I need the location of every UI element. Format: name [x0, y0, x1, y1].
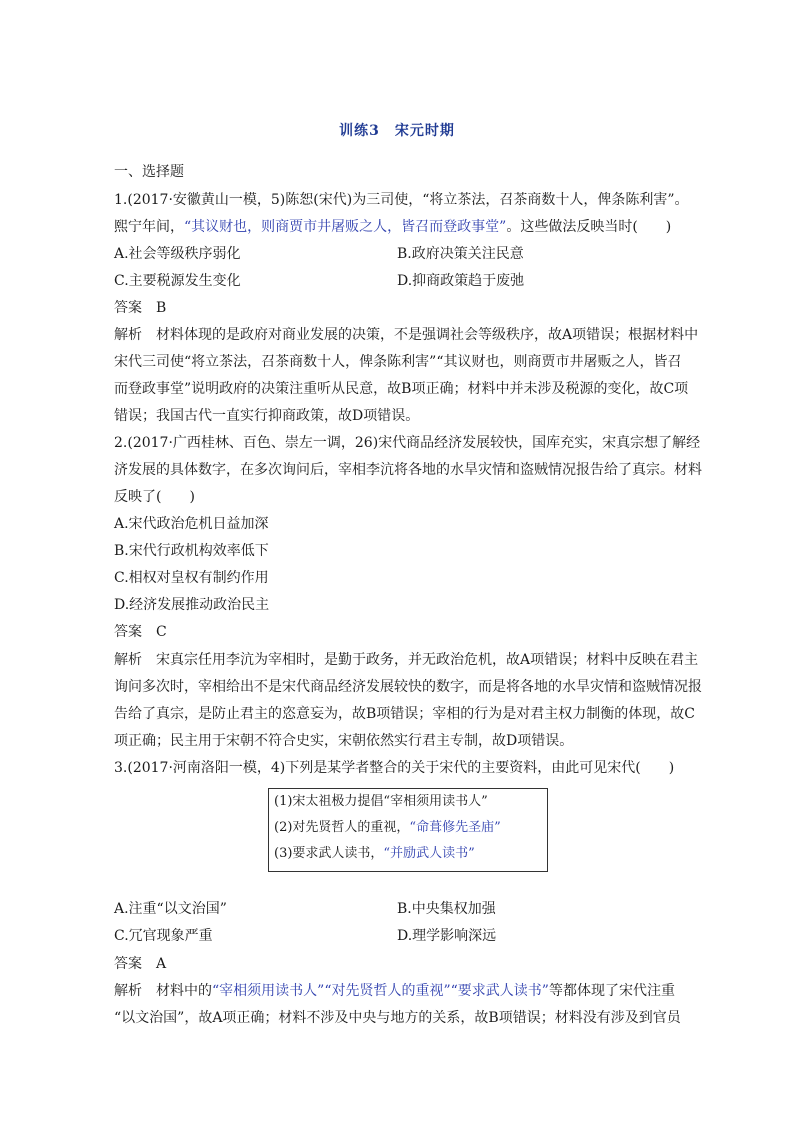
section-heading: 一、选择题 [114, 164, 184, 180]
q2-option-c: C.相权对皇权有制约作用 [114, 570, 269, 586]
q2-stem-line-1: 2.(2017·广西桂林、百色、崇左一调，26)宋代商品经济发展较快，国库充实，宋真宗想了解经 [114, 435, 701, 451]
q3-option-c: C.冗官现象严重 [114, 928, 213, 944]
q1-quote: “其议财也，则商贾市井屠贩之人，皆召而登政事堂” [184, 219, 507, 235]
q1-explanation-line-2: 宋代三司使“将立茶法，召茶商数十人，俾条陈利害”“其议财也，则商贾市井屠贩之人，皆召 [114, 354, 682, 370]
q3-material-item-1 [274, 793, 488, 811]
q2-stem-line-3: 反映了( ) [114, 489, 195, 505]
q1-stem-line-2 [114, 217, 671, 237]
q3-answer: 答案 A [114, 956, 167, 972]
q3-material-item-2 [274, 819, 501, 837]
q3-explanation-quote: “宰相须用读书人”“对先贤哲人的重视”“要求武人读书” [212, 983, 549, 999]
q3-option-d: D.理学影响深远 [397, 928, 497, 944]
q3-explanation-tail: 等都体现了宋代注重 [548, 983, 675, 999]
q2-explanation-line-4: 项正确；民主用于宋朝不符合史实，宋朝依然实行君主专制，故D项错误。 [114, 733, 574, 749]
q2-option-b: B.宋代行政机构效率低下 [114, 543, 269, 559]
q2-answer: 答案 C [114, 624, 167, 640]
q3-material-quote: “并励武人读书” [383, 846, 475, 861]
q2-explanation-line-3: 告给了真宗，是防止君主的恣意妄为，故B项错误；宰相的行为是对君主权力制衡的体现，故C [114, 706, 695, 722]
q3-material-text: (1)宋太祖极力提倡 [274, 794, 384, 809]
q1-answer: 答案 B [114, 300, 167, 316]
q2-explanation-line-1: 解析 宋真宗任用李沆为宰相时，是勤于政务，并无政治危机，故A项错误；材料中反映在君主 [114, 652, 699, 668]
q2-explanation-line-2: 询问多次时，宰相给出不是宋代商品经济发展较快的数字，而是将各地的水旱灾情和盗贼情况报 [114, 679, 702, 695]
q1-option-d: D.抑商政策趋于废弛 [397, 273, 525, 289]
q2-option-d: D.经济发展推动政治民主 [114, 597, 270, 613]
q1-option-c: C.主要税源发生变化 [114, 273, 241, 289]
q3-material-quote: “命葺修先圣庙” [409, 820, 501, 835]
q1-explanation-line-1: 解析 材料体现的是政府对商业发展的决策，不是强调社会等级秩序，故A项错误；根据材料中 [114, 327, 699, 343]
q3-explanation-line-2: “以文治国”，故A项正确；材料不涉及中央与地方的关系，故B项错误；材料没有涉及到官员 [114, 1010, 681, 1026]
q3-material-text: (2)对先贤哲人的重视， [274, 820, 410, 835]
q3-material-box [268, 788, 548, 872]
q3-explanation-text: 解析 材料中的 [114, 983, 212, 999]
q1-stem-text: 熙宁年间， [114, 219, 184, 235]
q3-material-item-3 [274, 845, 475, 863]
page-title: 训练3 宋元时期 [339, 123, 455, 139]
q3-material-quote: “宰相须用读书人” [383, 794, 488, 809]
q3-material-text: (3)要求武人读书， [274, 846, 384, 861]
q3-option-b: B.中央集权加强 [397, 901, 496, 917]
q1-explanation-line-4: 错误；我国古代一直实行抑商政策，故D项错误。 [114, 408, 420, 424]
q3-stem-line-1: 3.(2017·河南洛阳一模，4)下列是某学者整合的关于宋代的主要资料，由此可见宋代( ) [114, 760, 675, 776]
q3-explanation-line-1 [114, 981, 675, 1001]
q1-stem-line-1: 1.(2017·安徽黄山一模，5)陈恕(宋代)为三司使，“将立茶法，召茶商数十人，俾条陈利害”。 [114, 192, 689, 208]
q1-option-a: A.社会等级秩序弱化 [114, 246, 241, 262]
q2-stem-line-2: 济发展的具体数字，在多次询问后，宰相李沆将各地的水旱灾情和盗贼情况报告给了真宗。材料 [114, 462, 702, 478]
q2-option-a: A.宋代政治危机日益加深 [114, 516, 269, 532]
q1-stem-tail: 。这些做法反映当时( ) [506, 219, 672, 235]
q3-option-a: A.注重“以文治国” [114, 901, 227, 917]
q1-option-b: B.政府决策关注民意 [397, 246, 524, 262]
q1-explanation-line-3: 而登政事堂”说明政府的决策注重听从民意，故B项正确；材料中并未涉及税源的变化，故C项 [114, 381, 689, 397]
